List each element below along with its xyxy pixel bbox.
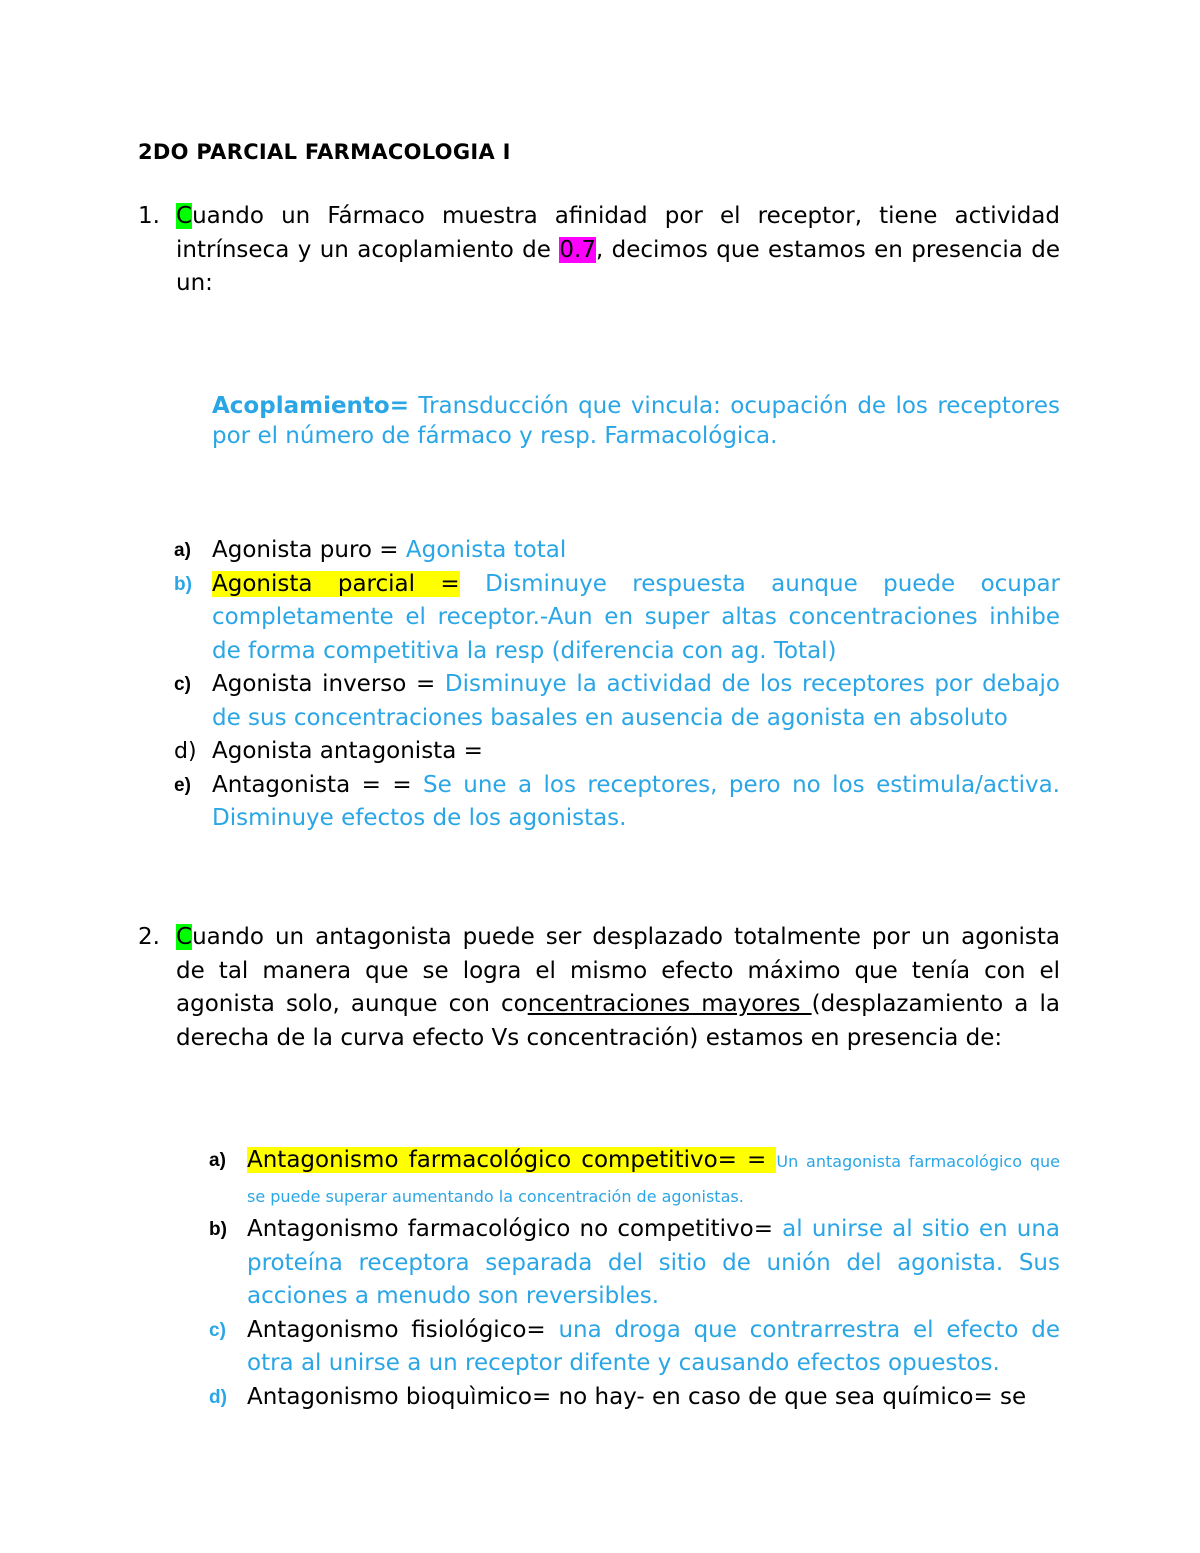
option-term: Agonista inverso = [212, 671, 445, 697]
option-c [209, 1314, 1060, 1381]
option-label: a) [209, 1150, 226, 1171]
question-text-part: uando un Fármaco muestra afinidad por el receptor, tiene actividad intrínseca y un acoplamiento de [176, 203, 1060, 263]
option-term: Antagonismo bioquìmico= no hay- en caso de que sea químico= se [247, 1383, 1027, 1410]
question-2 [138, 921, 1060, 1055]
option-answer: Disminuye la actividad de los receptores por debajo de sus concentraciones basales en ausencia de agonista en absoluto [212, 671, 1060, 731]
option-label: b) [209, 1219, 227, 1240]
option-answer: una droga que contrarrestra el efecto de otra al unirse a un receptor difente y causando efectos opuestos. [247, 1316, 1060, 1376]
option-label: d) [174, 739, 197, 764]
question-text-part: (desplazamiento a la derecha de la curva efecto Vs concentración) estamos en presencia de: [176, 991, 1060, 1051]
underlined-text: ncentraciones mayores [527, 991, 812, 1017]
option-term: Agonista antagonista = [212, 738, 483, 764]
option-answer: Disminuye respuesta aunque puede ocupar completamente el receptor.-Aun en super altas concentraciones inhibe de forma competitiva la resp (diferencia con ag. Total) [212, 570, 1061, 664]
option-label: b) [174, 573, 192, 595]
option-label: c) [174, 674, 191, 695]
question-text-part: , decimos que estamos en presencia de un: [176, 236, 1060, 296]
question-2-options [209, 1144, 1060, 1414]
option-e [174, 769, 1060, 836]
option-term: Antagonismo farmacológico no competitivo= [247, 1216, 783, 1242]
option-label: a) [174, 540, 191, 561]
note-text: Transducción que vincula: ocupación de los receptores por el número de fármaco y resp. Farmacológica. [212, 393, 1060, 449]
option-b [174, 568, 1060, 669]
option-c [174, 668, 1060, 735]
option-label: e) [174, 774, 191, 796]
question-number: 1. [138, 203, 160, 229]
option-label: c) [209, 1319, 226, 1341]
definition-note [212, 391, 1060, 451]
option-term: Antagonismo farmacológico competitivo= = [247, 1147, 777, 1173]
question-text [176, 921, 1060, 1055]
option-answer: Agonista total [405, 537, 567, 563]
option-term: Antagonismo fisiológico= [247, 1316, 559, 1343]
highlighted-initial: C [176, 203, 193, 229]
option-term: Agonista puro = [212, 537, 406, 563]
option-term: Agonista parcial = [212, 570, 460, 597]
option-answer: Se une a los receptores, pero no los estimula/activa. Disminuye efectos de los agonistas. [212, 771, 1060, 831]
highlighted-value: 0.7 [559, 236, 596, 263]
option-b [209, 1213, 1060, 1314]
option-answer: al unirse al sitio en una proteína receptora separada del sitio de unión del agonista. Sus acciones a menudo son reversibles. [247, 1216, 1060, 1309]
question-text-part: uando un antagonista puede ser desplazado totalmente por un agonista de tal manera que se logra el mismo efecto máximo que tenía con el agonista solo, aunque con co [176, 924, 1060, 1017]
option-d [209, 1381, 1060, 1415]
question-number: 2. [138, 924, 160, 950]
option-a [209, 1144, 1060, 1213]
document-title: 2DO PARCIAL FARMACOLOGIA I [138, 140, 511, 164]
question-text [176, 200, 1060, 301]
question-1 [138, 200, 1060, 301]
option-term: Antagonista = = [212, 771, 424, 798]
option-label: d) [209, 1386, 227, 1408]
option-a [174, 534, 1060, 568]
note-label: Acoplamiento= [212, 393, 409, 419]
option-d [174, 735, 1060, 769]
highlighted-initial: C [176, 924, 193, 950]
option-answer: Un antagonista farmacológico que se puede superar aumentando la concentración de agonistas. [247, 1152, 1060, 1206]
question-1-options [174, 534, 1060, 836]
